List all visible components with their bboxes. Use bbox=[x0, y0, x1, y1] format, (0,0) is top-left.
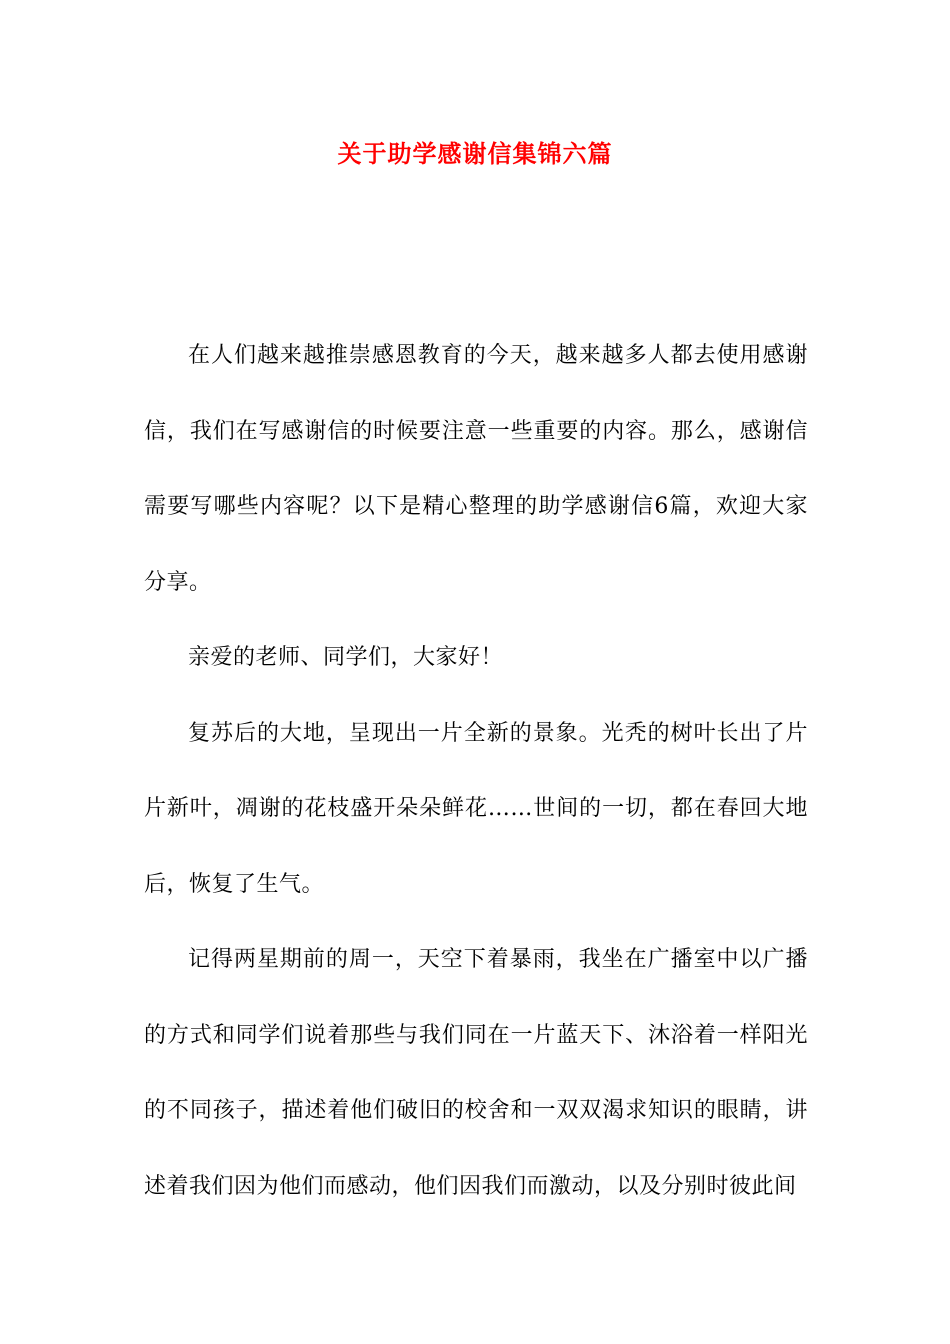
document-title: 关于助学感谢信集锦六篇 bbox=[337, 140, 613, 168]
paragraph-broadcast: 记得两星期前的周一，天空下着暴雨，我坐在广播室中以广播的方式和同学们说着那些与我们同在一片蓝天下、沐浴着一样阳光的不同孩子，描述着他们破旧的校舍和一双双渴求知识的眼睛，讲述着我们因为他们而感动，他们因我们而激动，以及分别时彼此间 bbox=[144, 947, 808, 1199]
paragraph-spring: 复苏后的大地，呈现出一片全新的景象。光秃的树叶长出了片片新叶，凋谢的花枝盛开朵朵鲜花……世间的一切，都在春回大地后，恢复了生气。 bbox=[144, 720, 808, 897]
paragraph-greeting: 亲爱的老师、同学们，大家好！ bbox=[188, 645, 504, 670]
document-body bbox=[144, 318, 808, 1224]
paragraph-intro: 在人们越来越推崇感恩教育的今天，越来越多人都去使用感谢信，我们在写感谢信的时候要注意一些重要的内容。那么，感谢信需要写哪些内容呢？以下是精心整理的助学感谢信6篇，欢迎大家分享。 bbox=[144, 343, 808, 595]
